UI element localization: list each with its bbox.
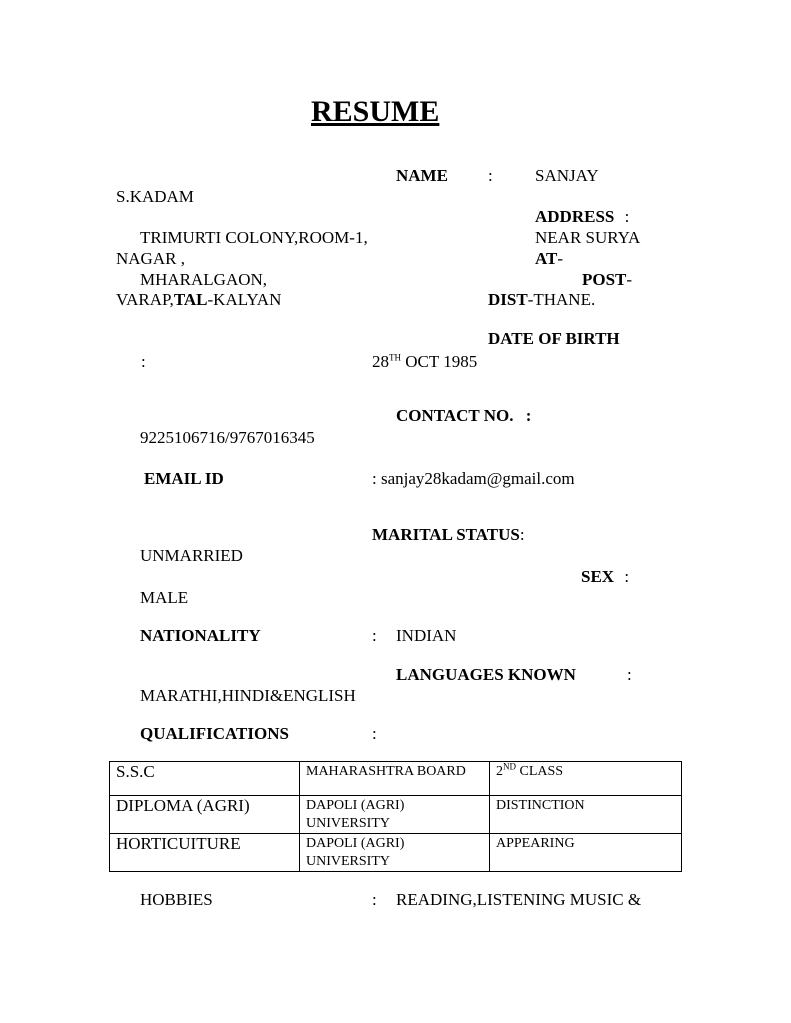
name-value-first: SANJAY	[535, 166, 599, 185]
address-label: ADDRESS	[535, 207, 615, 226]
page-title: RESUME	[311, 95, 440, 128]
address-line1-left: TRIMURTI COLONY,ROOM-1,	[140, 228, 368, 247]
hobbies-value: READING,LISTENING MUSIC &	[396, 890, 642, 909]
contact-label-row	[396, 406, 531, 426]
result-num: 2	[496, 764, 503, 779]
marital-label: MARITAL STATUS	[372, 525, 520, 544]
name-colon: :	[488, 166, 493, 185]
board-cell: MAHARASHTRA BOARD	[300, 762, 490, 796]
board-cell: DAPOLI (AGRI) UNIVERSITY	[300, 796, 490, 834]
address-dist-label: DIST	[488, 290, 528, 309]
sex-value: MALE	[140, 588, 189, 607]
address-line2-left: NAGAR ,	[116, 249, 185, 268]
marital-label-row	[372, 525, 525, 545]
result-sup: ND	[503, 761, 516, 772]
result-cell: DISTINCTION	[490, 796, 682, 834]
qualifications-label: QUALIFICATIONS	[140, 724, 289, 743]
address-at-dash: -	[557, 249, 564, 268]
sex-colon: :	[624, 567, 630, 586]
name-value-rest: S.KADAM	[116, 187, 194, 206]
hobbies-label: HOBBIES	[140, 890, 213, 909]
course-cell: DIPLOMA (AGRI)	[110, 796, 300, 834]
sex-label: SEX	[581, 567, 615, 586]
contact-label: CONTACT NO.	[396, 406, 514, 425]
dob-colon: :	[141, 352, 146, 371]
address-varap: VARAP,	[116, 290, 174, 309]
address-post-label: POST	[582, 270, 627, 289]
address-line1-right: NEAR SURYA	[535, 228, 641, 247]
address-line3-left: MHARALGAON,	[140, 270, 268, 289]
address-line4-right	[488, 290, 595, 310]
result-cell	[490, 762, 682, 796]
marital-colon: :	[519, 525, 525, 544]
table-row	[110, 762, 682, 796]
address-at-label: AT	[535, 249, 558, 268]
address-thane: -THANE.	[527, 290, 596, 309]
table-row	[110, 796, 682, 834]
languages-label: LANGUAGES KNOWN	[396, 665, 576, 684]
name-label: NAME	[396, 166, 448, 185]
result-text: CLASS	[516, 764, 564, 779]
board-cell: DAPOLI (AGRI) UNIVERSITY	[300, 834, 490, 872]
address-line4-left	[116, 290, 281, 310]
marital-value: UNMARRIED	[140, 546, 243, 565]
contact-colon: :	[525, 406, 532, 425]
email-label: EMAIL ID	[144, 469, 224, 488]
sex-label-row	[581, 567, 629, 587]
address-post-dash: -	[626, 270, 633, 289]
address-line3-right	[582, 270, 632, 290]
address-colon: :	[624, 207, 630, 226]
address-kalyan: -KALYAN	[207, 290, 282, 309]
dob-sup: TH	[389, 352, 401, 363]
address-line2-right	[535, 249, 563, 269]
nationality-label: NATIONALITY	[140, 626, 261, 645]
course-cell: HORTICUITURE	[110, 834, 300, 872]
hobbies-colon: :	[372, 890, 377, 909]
qualifications-table	[109, 761, 682, 872]
dob-label: DATE OF BIRTH	[488, 329, 620, 348]
qualifications-colon: :	[372, 724, 377, 743]
course-cell: S.S.C	[110, 762, 300, 796]
nationality-colon: :	[372, 626, 377, 645]
address-label-row	[535, 207, 629, 227]
languages-value: MARATHI,HINDI&ENGLISH	[140, 686, 356, 705]
nationality-value: INDIAN	[396, 626, 457, 645]
contact-value: 9225106716/9767016345	[140, 428, 315, 447]
dob-day: 28	[372, 352, 389, 371]
email-value: : sanjay28kadam@gmail.com	[372, 469, 575, 488]
table-row	[110, 834, 682, 872]
languages-colon: :	[627, 665, 632, 684]
dob-value	[372, 352, 477, 372]
dob-rest: OCT 1985	[401, 352, 478, 371]
address-tal-label: TAL	[173, 290, 208, 309]
result-cell: APPEARING	[490, 834, 682, 872]
